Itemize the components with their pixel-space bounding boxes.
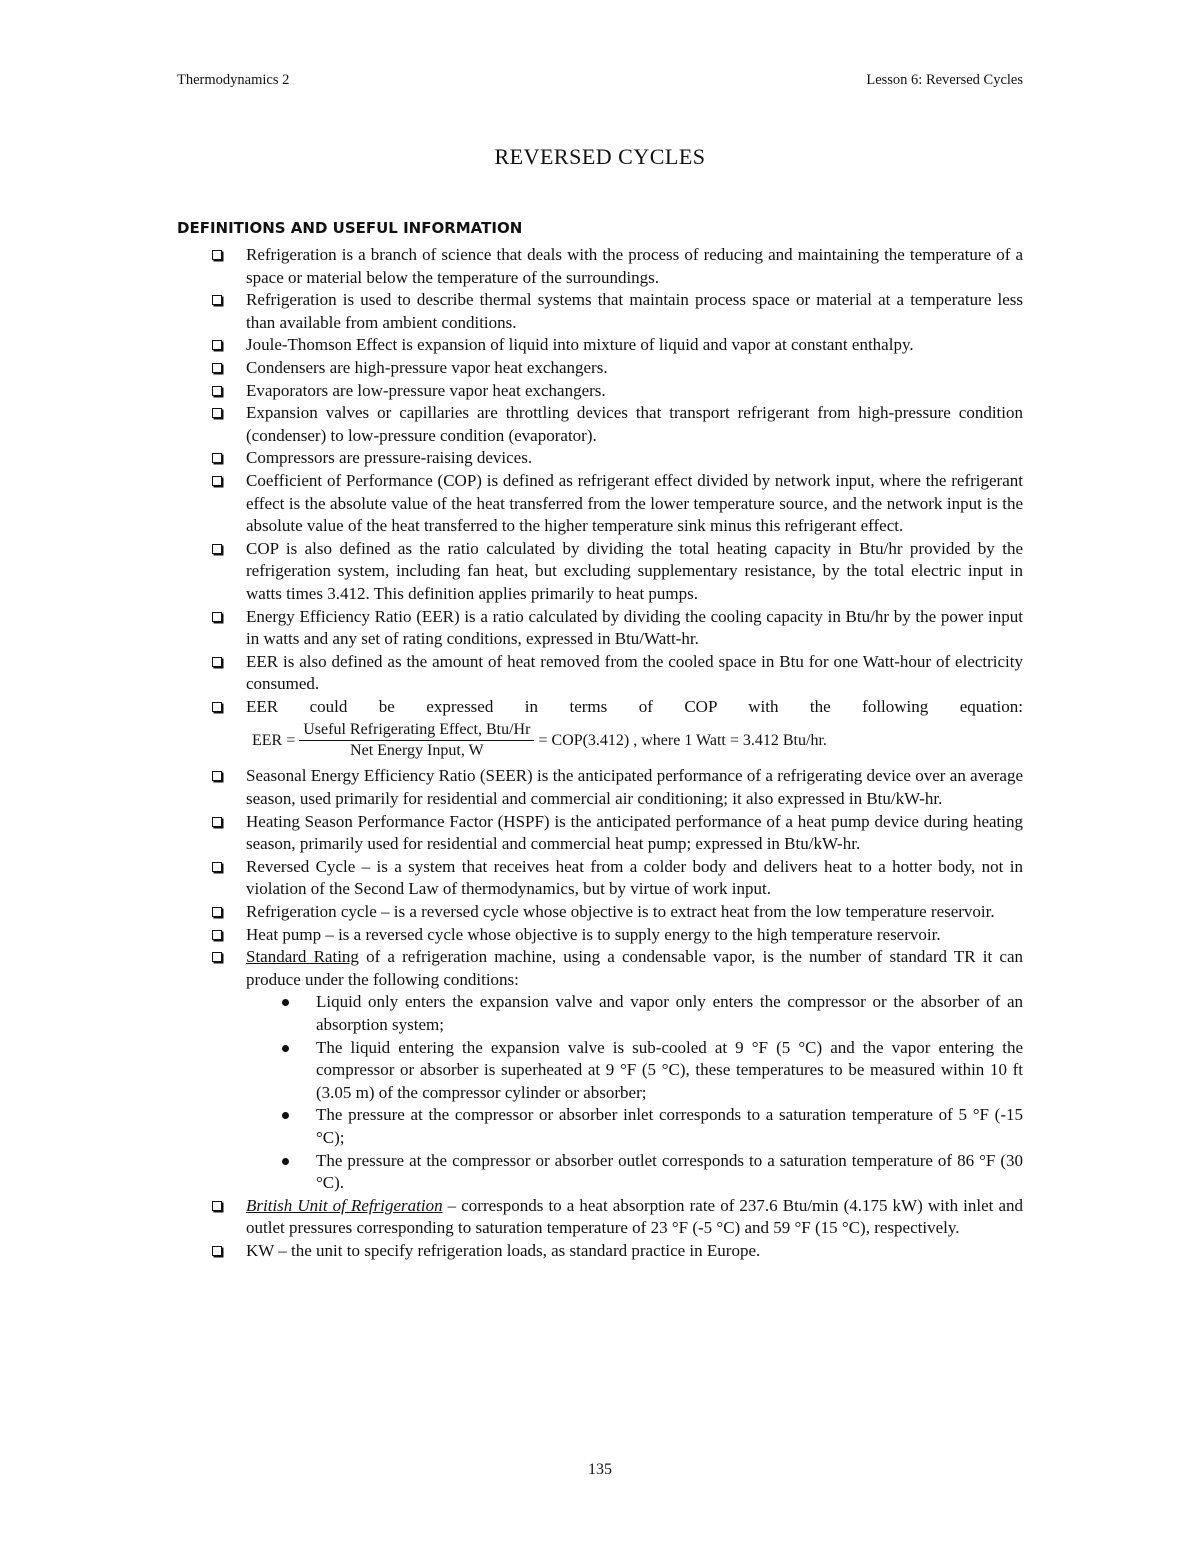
british-unit-text: – corresponds to a heat absorption rate of 237.6 Btu/min (4.175 kW) with inlet and outlet pressures corresponding to saturation temperature of 23 °F (-5 °C) and 59 °F (15 °C), respectively.: [246, 1195, 1023, 1238]
condition-item: The pressure at the compressor or absorber inlet corresponds to a saturation temperature of 5 °F (-15 °C);: [316, 1104, 1023, 1149]
list-item-eer-equation: [210, 696, 1023, 762]
checkbox-bullet-icon: [212, 907, 222, 917]
definitions-list-container: [210, 244, 1023, 1263]
definitions-list: [210, 244, 1023, 1263]
checkbox-bullet-icon: [212, 771, 222, 781]
list-item-standard-rating: [210, 946, 1023, 1195]
list-item: KW – the unit to specify refrigeration loads, as standard practice in Europe.: [210, 1240, 1023, 1263]
bullet-dot-icon: [282, 999, 289, 1006]
list-item: Refrigeration is used to describe thermal systems that maintain process space or material at a temperature less than available from ambient conditions.: [210, 289, 1023, 334]
checkbox-bullet-icon: [212, 817, 222, 827]
standard-rating-conditions: [246, 991, 1023, 1194]
checkbox-bullet-icon: [212, 386, 222, 396]
checkbox-bullet-icon: [212, 930, 222, 940]
equation-fraction: [299, 720, 534, 761]
bullet-dot-icon: [282, 1112, 289, 1119]
list-item: Reversed Cycle – is a system that receives heat from a colder body and delivers heat to a hotter body, not in violation of the Second Law of thermodynamics, but by virtue of work input.: [210, 856, 1023, 901]
list-item: Refrigeration is a branch of science that deals with the process of reducing and maintaining the temperature of a space or material below the temperature of the surroundings.: [210, 244, 1023, 289]
page-number: 135: [588, 1461, 612, 1478]
eer-equation: [252, 720, 1023, 761]
list-item: Seasonal Energy Efficiency Ratio (SEER) is the anticipated performance of a refrigerating device over an average season, used primarily for residential and commercial air conditioning; it also expressed in Btu/kW-hr.: [210, 765, 1023, 810]
checkbox-bullet-icon: [212, 453, 222, 463]
checkbox-bullet-icon: [212, 862, 222, 872]
page-title: REVERSED CYCLES: [494, 144, 706, 169]
list-item: EER is also defined as the amount of heat removed from the cooled space in Btu for one Watt-hour of electricity consumed.: [210, 651, 1023, 696]
condition-item: The pressure at the compressor or absorber outlet corresponds to a saturation temperature of 86 °F (30 °C).: [316, 1150, 1023, 1195]
list-item: Condensers are high-pressure vapor heat exchangers.: [210, 357, 1023, 380]
standard-rating-term: Standard Rating: [246, 947, 359, 967]
equation-numerator: Useful Refrigerating Effect, Btu/Hr: [299, 720, 534, 741]
equation-denominator: Net Energy Input, W: [350, 742, 484, 760]
list-item: Joule-Thomson Effect is expansion of liquid into mixture of liquid and vapor at constant enthalpy.: [210, 334, 1023, 357]
list-item: Evaporators are low-pressure vapor heat exchangers.: [210, 380, 1023, 403]
header-lesson: Lesson 6: Reversed Cycles: [866, 72, 1023, 88]
checkbox-bullet-icon: [212, 657, 222, 667]
bullet-dot-icon: [282, 1045, 289, 1052]
checkbox-bullet-icon: [212, 612, 222, 622]
bullet-dot-icon: [282, 1158, 289, 1165]
list-item: Coefficient of Performance (COP) is defined as refrigerant effect divided by network input, where the refrigerant effect is the absolute value of the heat transferred from the lower temperature source, and the network input is the absolute value of the heat transferred to the higher temperature sink minus this refrigerant effect.: [210, 470, 1023, 538]
british-unit-term: British Unit of Refrigeration: [246, 1195, 443, 1215]
list-item: COP is also defined as the ratio calculated by dividing the total heating capacity in Btu/hr provided by the refrigeration system, including fan heat, but excluding supplementary resistance, by the total electric input in watts times 3.412. This definition applies primarily to heat pumps.: [210, 538, 1023, 606]
equation-rhs: = COP(3.412): [538, 731, 630, 749]
list-item: Heat pump – is a reversed cycle whose objective is to supply energy to the high temperature reservoir.: [210, 924, 1023, 947]
list-item-british-unit: [210, 1195, 1023, 1240]
checkbox-bullet-icon: [212, 952, 222, 962]
list-item: Heating Season Performance Factor (HSPF) is the anticipated performance of a heat pump device during heating season, primarily used for residential and commercial heat pump; expressed in Btu/kW-hr.: [210, 811, 1023, 856]
condition-item: The liquid entering the expansion valve is sub-cooled at 9 °F (5 °C) and the vapor entering the compressor or absorber is superheated at 9 °F (5 °C), these temperatures to be measured within 10 ft (3.05 m) of the compressor cylinder or absorber;: [316, 1037, 1023, 1105]
checkbox-bullet-icon: [212, 363, 222, 373]
checkbox-bullet-icon: [212, 1201, 222, 1211]
list-item: Energy Efficiency Ratio (EER) is a ratio calculated by dividing the cooling capacity in Btu/hr by the power input in watts and any set of rating conditions, expressed in Btu/Watt-hr.: [210, 606, 1023, 651]
list-item: Refrigeration cycle – is a reversed cycle whose objective is to extract heat from the low temperature reservoir.: [210, 901, 1023, 924]
header-course: Thermodynamics 2: [177, 72, 290, 88]
checkbox-bullet-icon: [212, 250, 222, 260]
checkbox-bullet-icon: [212, 544, 222, 554]
checkbox-bullet-icon: [212, 340, 222, 350]
checkbox-bullet-icon: [212, 408, 222, 418]
list-item: Expansion valves or capillaries are throttling devices that transport refrigerant from high-pressure condition (condenser) to low-pressure condition (evaporator).: [210, 402, 1023, 447]
equation-lhs: EER =: [252, 731, 296, 749]
eer-intro-text: EER could be expressed in terms of COP with the following equation:: [246, 696, 1023, 716]
list-item: Compressors are pressure-raising devices.: [210, 447, 1023, 470]
checkbox-bullet-icon: [212, 295, 222, 305]
checkbox-bullet-icon: [212, 702, 222, 712]
standard-rating-text: of a refrigeration machine, using a condensable vapor, is the number of standard TR it can produce under the following conditions:: [246, 947, 1023, 989]
equation-note: , where 1 Watt = 3.412 Btu/hr.: [633, 731, 827, 749]
checkbox-bullet-icon: [212, 476, 222, 486]
condition-item: Liquid only enters the expansion valve and vapor only enters the compressor or the absorber of an absorption system;: [316, 991, 1023, 1036]
section-heading: DEFINITIONS AND USEFUL INFORMATION: [177, 219, 523, 237]
checkbox-bullet-icon: [212, 1246, 222, 1256]
